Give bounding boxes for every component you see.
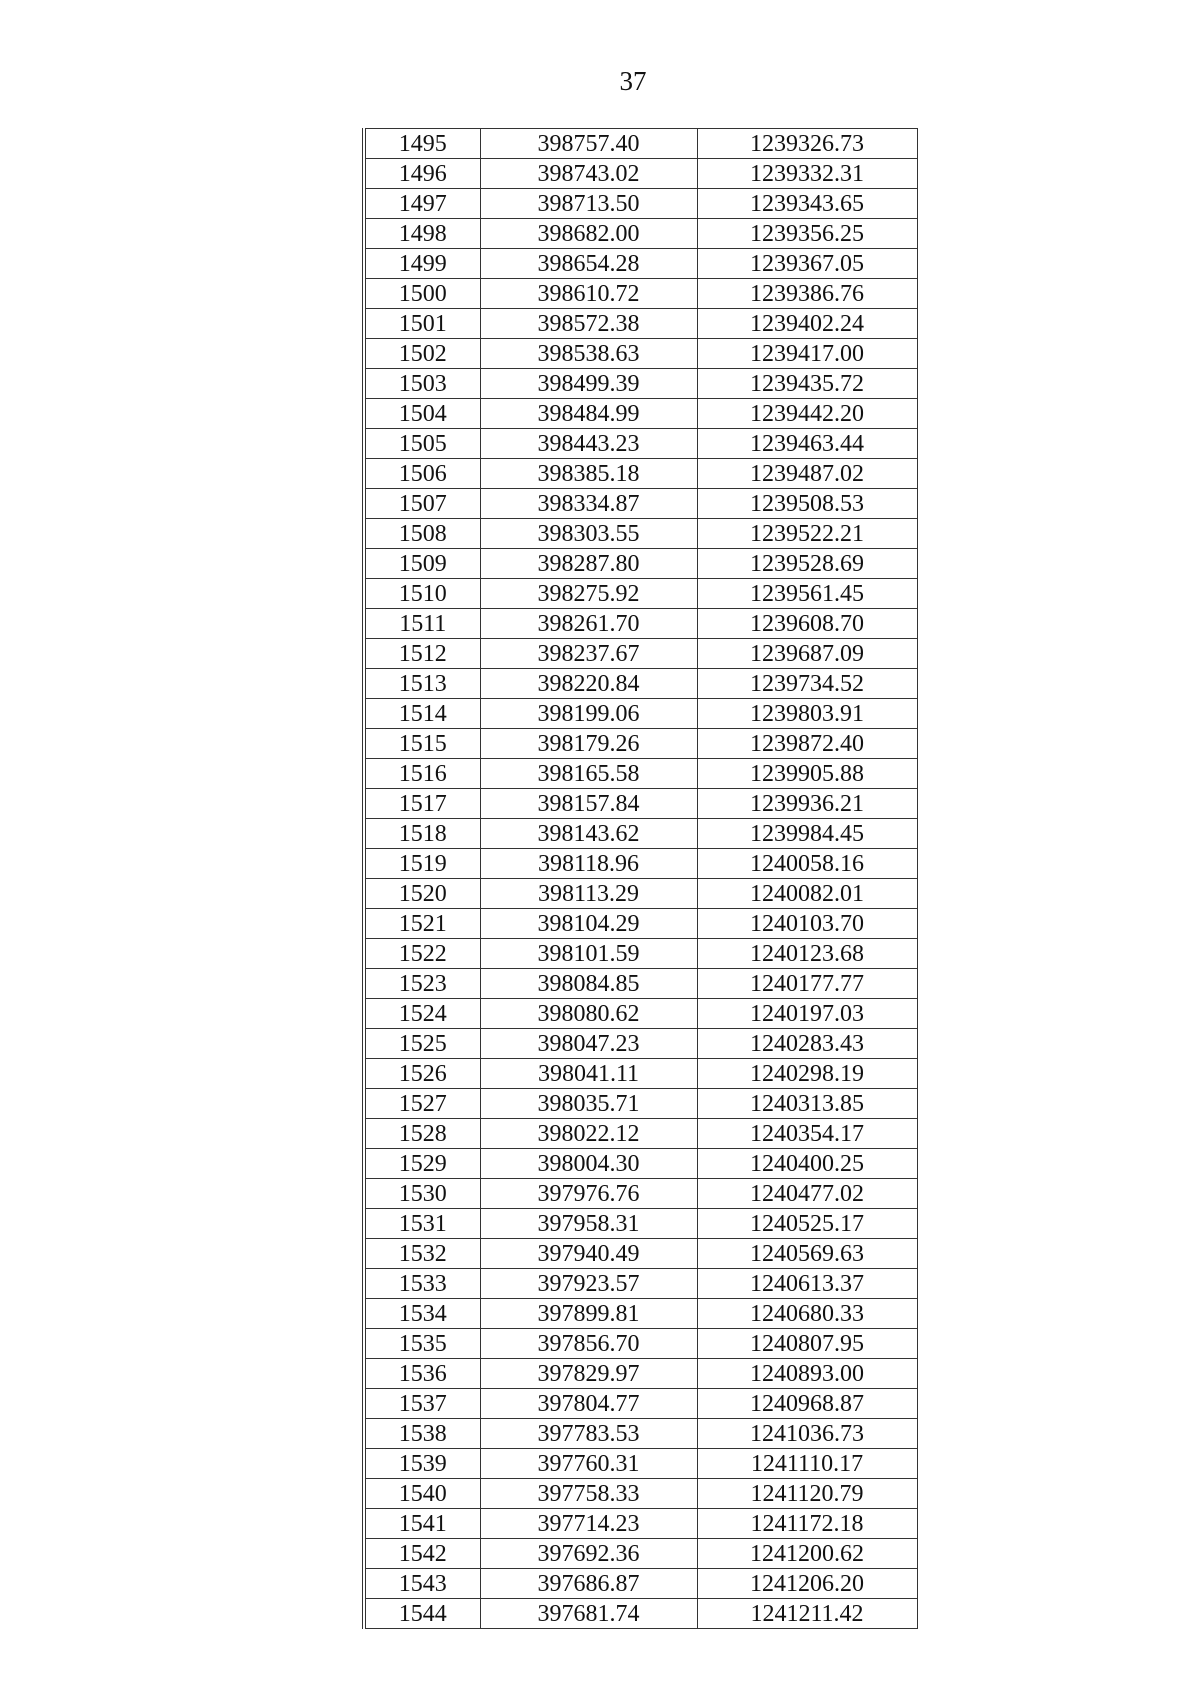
table-row: [364, 1359, 917, 1389]
point-number-cell: 1524: [364, 999, 480, 1029]
y-coordinate-cell: 1240569.63: [697, 1239, 917, 1269]
x-coordinate-cell: 397686.87: [480, 1569, 697, 1599]
table-row: [364, 189, 917, 219]
y-coordinate-cell: 1239561.45: [697, 579, 917, 609]
x-coordinate-cell: 398334.87: [480, 489, 697, 519]
table-row: [364, 1329, 917, 1359]
x-coordinate-cell: 397940.49: [480, 1239, 697, 1269]
table-row: [364, 1539, 917, 1569]
x-coordinate-cell: 397804.77: [480, 1389, 697, 1419]
y-coordinate-cell: 1239367.05: [697, 249, 917, 279]
point-number-cell: 1499: [364, 249, 480, 279]
point-number-cell: 1517: [364, 789, 480, 819]
point-number-cell: 1531: [364, 1209, 480, 1239]
point-number-cell: 1502: [364, 339, 480, 369]
y-coordinate-cell: 1241211.42: [697, 1599, 917, 1629]
table-row: [364, 279, 917, 309]
x-coordinate-cell: 398743.02: [480, 159, 697, 189]
table-row: [364, 1119, 917, 1149]
x-coordinate-cell: 397760.31: [480, 1449, 697, 1479]
x-coordinate-cell: 398682.00: [480, 219, 697, 249]
table-row: [364, 459, 917, 489]
x-coordinate-cell: 398035.71: [480, 1089, 697, 1119]
table-row: [364, 159, 917, 189]
coordinates-table-body: [364, 129, 917, 1629]
y-coordinate-cell: 1239463.44: [697, 429, 917, 459]
table-row: [364, 399, 917, 429]
x-coordinate-cell: 397923.57: [480, 1269, 697, 1299]
point-number-cell: 1497: [364, 189, 480, 219]
point-number-cell: 1508: [364, 519, 480, 549]
x-coordinate-cell: 398499.39: [480, 369, 697, 399]
table-row: [364, 1389, 917, 1419]
table-row: [364, 1299, 917, 1329]
y-coordinate-cell: 1239872.40: [697, 729, 917, 759]
table-row: [364, 999, 917, 1029]
x-coordinate-cell: 398610.72: [480, 279, 697, 309]
table-row: [364, 1269, 917, 1299]
y-coordinate-cell: 1241110.17: [697, 1449, 917, 1479]
point-number-cell: 1515: [364, 729, 480, 759]
page-number: 37: [619, 66, 647, 96]
x-coordinate-cell: 398713.50: [480, 189, 697, 219]
x-coordinate-cell: 398118.96: [480, 849, 697, 879]
point-number-cell: 1521: [364, 909, 480, 939]
table-row: [364, 579, 917, 609]
table-row: [364, 249, 917, 279]
y-coordinate-cell: 1240354.17: [697, 1119, 917, 1149]
table-row: [364, 1029, 917, 1059]
y-coordinate-cell: 1241206.20: [697, 1569, 917, 1599]
y-coordinate-cell: 1241036.73: [697, 1419, 917, 1449]
y-coordinate-cell: 1239402.24: [697, 309, 917, 339]
point-number-cell: 1529: [364, 1149, 480, 1179]
x-coordinate-cell: 397899.81: [480, 1299, 697, 1329]
point-number-cell: 1514: [364, 699, 480, 729]
point-number-cell: 1509: [364, 549, 480, 579]
table-row: [364, 1509, 917, 1539]
y-coordinate-cell: 1239687.09: [697, 639, 917, 669]
x-coordinate-cell: 397829.97: [480, 1359, 697, 1389]
point-number-cell: 1544: [364, 1599, 480, 1629]
table-row: [364, 429, 917, 459]
y-coordinate-cell: 1240525.17: [697, 1209, 917, 1239]
point-number-cell: 1504: [364, 399, 480, 429]
x-coordinate-cell: 398199.06: [480, 699, 697, 729]
table-row: [364, 1419, 917, 1449]
table-row: [364, 759, 917, 789]
point-number-cell: 1520: [364, 879, 480, 909]
x-coordinate-cell: 398113.29: [480, 879, 697, 909]
x-coordinate-cell: 398022.12: [480, 1119, 697, 1149]
point-number-cell: 1526: [364, 1059, 480, 1089]
x-coordinate-cell: 397692.36: [480, 1539, 697, 1569]
table-row: [364, 1239, 917, 1269]
point-number-cell: 1536: [364, 1359, 480, 1389]
x-coordinate-cell: 398287.80: [480, 549, 697, 579]
point-number-cell: 1543: [364, 1569, 480, 1599]
point-number-cell: 1523: [364, 969, 480, 999]
y-coordinate-cell: 1239326.73: [697, 129, 917, 159]
y-coordinate-cell: 1240103.70: [697, 909, 917, 939]
x-coordinate-cell: 398080.62: [480, 999, 697, 1029]
point-number-cell: 1506: [364, 459, 480, 489]
point-number-cell: 1534: [364, 1299, 480, 1329]
y-coordinate-cell: 1239343.65: [697, 189, 917, 219]
y-coordinate-cell: 1240680.33: [697, 1299, 917, 1329]
point-number-cell: 1538: [364, 1419, 480, 1449]
y-coordinate-cell: 1239487.02: [697, 459, 917, 489]
point-number-cell: 1511: [364, 609, 480, 639]
y-coordinate-cell: 1240313.85: [697, 1089, 917, 1119]
table-row: [364, 1059, 917, 1089]
table-row: [364, 909, 917, 939]
point-number-cell: 1539: [364, 1449, 480, 1479]
y-coordinate-cell: 1240613.37: [697, 1269, 917, 1299]
table-row: [364, 489, 917, 519]
x-coordinate-cell: 398084.85: [480, 969, 697, 999]
x-coordinate-cell: 398261.70: [480, 609, 697, 639]
y-coordinate-cell: 1239386.76: [697, 279, 917, 309]
x-coordinate-cell: 398143.62: [480, 819, 697, 849]
x-coordinate-cell: 398275.92: [480, 579, 697, 609]
point-number-cell: 1525: [364, 1029, 480, 1059]
point-number-cell: 1535: [364, 1329, 480, 1359]
table-row: [364, 369, 917, 399]
x-coordinate-cell: 398004.30: [480, 1149, 697, 1179]
x-coordinate-cell: 398047.23: [480, 1029, 697, 1059]
x-coordinate-cell: 398385.18: [480, 459, 697, 489]
x-coordinate-cell: 398041.11: [480, 1059, 697, 1089]
y-coordinate-cell: 1240477.02: [697, 1179, 917, 1209]
table-row: [364, 1209, 917, 1239]
y-coordinate-cell: 1239528.69: [697, 549, 917, 579]
table-row: [364, 1449, 917, 1479]
table-row: [364, 519, 917, 549]
point-number-cell: 1518: [364, 819, 480, 849]
x-coordinate-cell: 398237.67: [480, 639, 697, 669]
x-coordinate-cell: 398179.26: [480, 729, 697, 759]
y-coordinate-cell: 1239435.72: [697, 369, 917, 399]
x-coordinate-cell: 397783.53: [480, 1419, 697, 1449]
point-number-cell: 1505: [364, 429, 480, 459]
point-number-cell: 1507: [364, 489, 480, 519]
point-number-cell: 1496: [364, 159, 480, 189]
y-coordinate-cell: 1239936.21: [697, 789, 917, 819]
y-coordinate-cell: 1240123.68: [697, 939, 917, 969]
table-row: [364, 699, 917, 729]
point-number-cell: 1501: [364, 309, 480, 339]
y-coordinate-cell: 1240807.95: [697, 1329, 917, 1359]
x-coordinate-cell: 397758.33: [480, 1479, 697, 1509]
x-coordinate-cell: 398104.29: [480, 909, 697, 939]
point-number-cell: 1537: [364, 1389, 480, 1419]
x-coordinate-cell: 397958.31: [480, 1209, 697, 1239]
table-row: [364, 1569, 917, 1599]
x-coordinate-cell: 397856.70: [480, 1329, 697, 1359]
point-number-cell: 1530: [364, 1179, 480, 1209]
point-number-cell: 1503: [364, 369, 480, 399]
point-number-cell: 1527: [364, 1089, 480, 1119]
x-coordinate-cell: 398757.40: [480, 129, 697, 159]
coordinates-table: [362, 128, 918, 1629]
table-row: [364, 309, 917, 339]
y-coordinate-cell: 1240298.19: [697, 1059, 917, 1089]
table-row: [364, 969, 917, 999]
y-coordinate-cell: 1240058.16: [697, 849, 917, 879]
table-row: [364, 1149, 917, 1179]
y-coordinate-cell: 1240968.87: [697, 1389, 917, 1419]
y-coordinate-cell: 1241172.18: [697, 1509, 917, 1539]
table-row: [364, 669, 917, 699]
x-coordinate-cell: 398538.63: [480, 339, 697, 369]
point-number-cell: 1516: [364, 759, 480, 789]
y-coordinate-cell: 1239522.21: [697, 519, 917, 549]
x-coordinate-cell: 398220.84: [480, 669, 697, 699]
point-number-cell: 1533: [364, 1269, 480, 1299]
point-number-cell: 1498: [364, 219, 480, 249]
x-coordinate-cell: 398484.99: [480, 399, 697, 429]
table-row: [364, 339, 917, 369]
point-number-cell: 1512: [364, 639, 480, 669]
x-coordinate-cell: 398101.59: [480, 939, 697, 969]
y-coordinate-cell: 1239984.45: [697, 819, 917, 849]
x-coordinate-cell: 397976.76: [480, 1179, 697, 1209]
x-coordinate-cell: 397714.23: [480, 1509, 697, 1539]
x-coordinate-cell: 398443.23: [480, 429, 697, 459]
table-row: [364, 549, 917, 579]
table-row: [364, 1599, 917, 1629]
x-coordinate-cell: 398165.58: [480, 759, 697, 789]
x-coordinate-cell: 398572.38: [480, 309, 697, 339]
table-row: [364, 1089, 917, 1119]
table-row: [364, 879, 917, 909]
y-coordinate-cell: 1241120.79: [697, 1479, 917, 1509]
point-number-cell: 1513: [364, 669, 480, 699]
y-coordinate-cell: 1240177.77: [697, 969, 917, 999]
point-number-cell: 1522: [364, 939, 480, 969]
table-row: [364, 819, 917, 849]
y-coordinate-cell: 1241200.62: [697, 1539, 917, 1569]
table-row: [364, 729, 917, 759]
point-number-cell: 1540: [364, 1479, 480, 1509]
point-number-cell: 1519: [364, 849, 480, 879]
point-number-cell: 1532: [364, 1239, 480, 1269]
table-row: [364, 1179, 917, 1209]
x-coordinate-cell: 398157.84: [480, 789, 697, 819]
y-coordinate-cell: 1240082.01: [697, 879, 917, 909]
y-coordinate-cell: 1240400.25: [697, 1149, 917, 1179]
table-row: [364, 1479, 917, 1509]
point-number-cell: 1500: [364, 279, 480, 309]
x-coordinate-cell: 397681.74: [480, 1599, 697, 1629]
point-number-cell: 1510: [364, 579, 480, 609]
table-row: [364, 849, 917, 879]
y-coordinate-cell: 1239905.88: [697, 759, 917, 789]
point-number-cell: 1528: [364, 1119, 480, 1149]
x-coordinate-cell: 398654.28: [480, 249, 697, 279]
y-coordinate-cell: 1239734.52: [697, 669, 917, 699]
y-coordinate-cell: 1239608.70: [697, 609, 917, 639]
table-row: [364, 129, 917, 159]
y-coordinate-cell: 1239508.53: [697, 489, 917, 519]
y-coordinate-cell: 1239356.25: [697, 219, 917, 249]
y-coordinate-cell: 1240283.43: [697, 1029, 917, 1059]
y-coordinate-cell: 1239332.31: [697, 159, 917, 189]
table-row: [364, 789, 917, 819]
point-number-cell: 1495: [364, 129, 480, 159]
x-coordinate-cell: 398303.55: [480, 519, 697, 549]
y-coordinate-cell: 1240893.00: [697, 1359, 917, 1389]
table-row: [364, 939, 917, 969]
table-row: [364, 609, 917, 639]
point-number-cell: 1541: [364, 1509, 480, 1539]
y-coordinate-cell: 1240197.03: [697, 999, 917, 1029]
point-number-cell: 1542: [364, 1539, 480, 1569]
table-row: [364, 639, 917, 669]
table-row: [364, 219, 917, 249]
y-coordinate-cell: 1239417.00: [697, 339, 917, 369]
y-coordinate-cell: 1239442.20: [697, 399, 917, 429]
y-coordinate-cell: 1239803.91: [697, 699, 917, 729]
